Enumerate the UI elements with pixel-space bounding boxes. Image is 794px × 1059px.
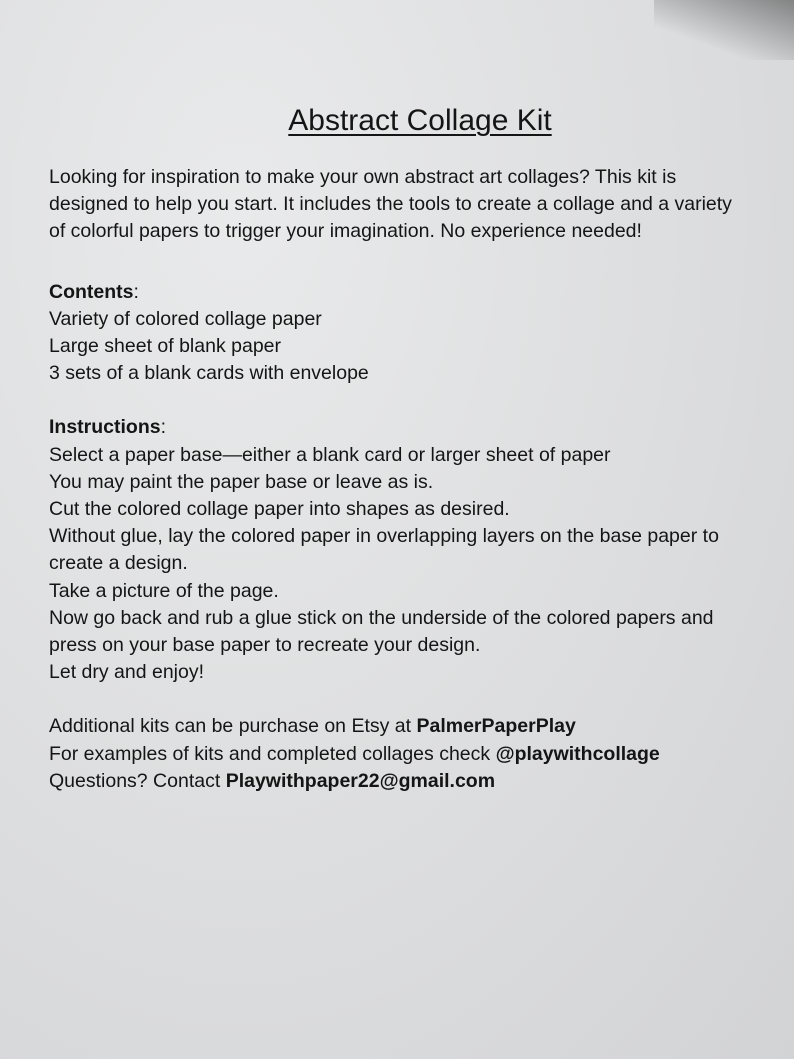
- instruction-line: Select a paper base—either a blank card or larger sheet of paper: [49, 443, 611, 466]
- background-shadow: [654, 0, 794, 60]
- instructions-heading-line: Instructions:: [49, 416, 167, 439]
- intro-line: designed to help you start. It includes the tools to create a collage and a variety: [49, 193, 732, 216]
- instruction-line: Now go back and rub a glue stick on the underside of the colored papers and: [49, 606, 714, 629]
- examples-line: [49, 741, 789, 768]
- questions-line: [49, 768, 789, 795]
- etsy-line: [49, 713, 789, 740]
- contents-item: Large sheet of blank paper: [49, 335, 282, 358]
- contents-section: [49, 279, 789, 388]
- contents-item: Variety of colored collage paper: [49, 307, 322, 330]
- etsy-shop-name: PalmerPaperPlay: [416, 715, 576, 738]
- footer-section: [49, 713, 789, 795]
- instructions-heading: Instructions: [49, 416, 161, 439]
- contents-heading-line: Contents:: [49, 280, 139, 303]
- document-title: Abstract Collage Kit: [288, 104, 552, 137]
- examples-text: For examples of kits and completed collages check: [49, 742, 496, 765]
- contact-email: Playwithpaper22@gmail.com: [225, 769, 496, 792]
- questions-text: Questions? Contact: [49, 769, 226, 792]
- instruction-line: Let dry and enjoy!: [49, 661, 205, 684]
- intro-line: Looking for inspiration to make your own abstract art collages? This kit is: [49, 166, 677, 188]
- instructions-section: [49, 414, 789, 686]
- instruction-line: You may paint the paper base or leave as is.: [49, 470, 434, 493]
- intro-paragraph: [49, 164, 789, 246]
- instagram-handle: @playwithcollage: [495, 742, 660, 765]
- instruction-line: press on your base paper to recreate your design.: [49, 634, 481, 657]
- contents-item: 3 sets of a blank cards with envelope: [49, 362, 369, 385]
- intro-line: of colorful papers to trigger your imagination. No experience needed!: [49, 220, 642, 243]
- instruction-line: Without glue, lay the colored paper in overlapping layers on the base paper to: [49, 525, 719, 548]
- instruction-line: create a design.: [49, 552, 188, 575]
- document-body: [49, 164, 789, 795]
- instruction-line: Take a picture of the page.: [49, 579, 279, 602]
- contents-heading: Contents: [49, 280, 134, 303]
- instruction-line: Cut the colored collage paper into shapes as desired.: [49, 498, 510, 521]
- etsy-text: Additional kits can be purchase on Etsy at: [49, 715, 417, 738]
